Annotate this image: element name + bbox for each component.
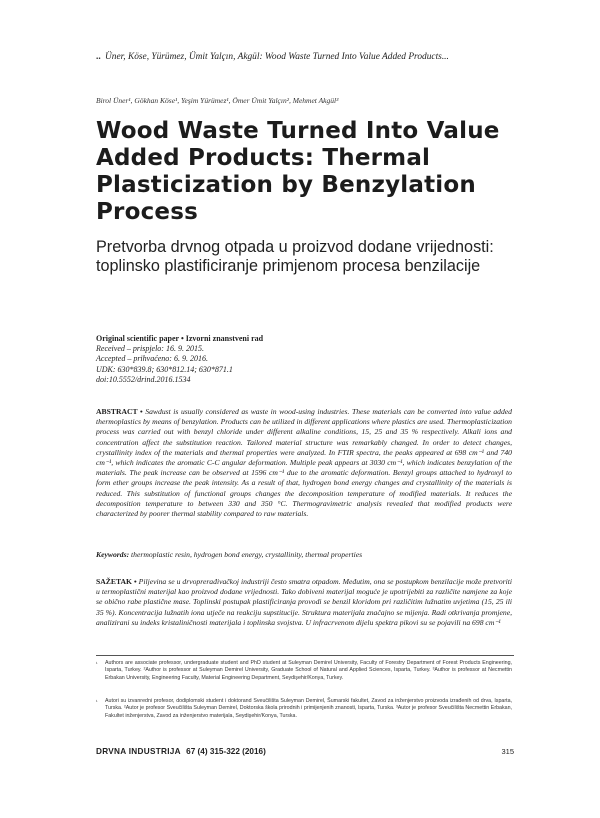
keywords-text: thermoplastic resin, hydrogen bond energy, crystallinity, thermal properties	[131, 550, 363, 559]
udk-code: UDK: 630*839.8; 630*812.14; 630*871.1	[96, 364, 233, 374]
journal-issue: 67 (4) 315-322 (2016)	[186, 747, 266, 756]
running-head-dots: ..	[96, 52, 101, 62]
footnote-english	[96, 660, 512, 682]
received-date: Received – prispjelo: 16. 9. 2015.	[96, 344, 204, 354]
running-head	[96, 52, 536, 62]
abstract	[96, 407, 512, 519]
abstract-label: ABSTRACT •	[96, 407, 143, 416]
article-metadata	[96, 334, 516, 385]
paper-type: Original scientific paper • Izvorni znanstveni rad	[96, 334, 264, 343]
accepted-date: Accepted – prihvaćeno: 6. 9. 2016.	[96, 354, 208, 364]
page-footer	[96, 747, 514, 756]
journal-name: DRVNA INDUSTRIJA	[96, 747, 181, 756]
abstract-text: Sawdust is usually considered as waste in wood-using industries. These materials can be converted into value added thermoplastics by means of benzylation. Products can be utilized in different applications where plastics are used. Thermoplasticization process was carried out with benzyl chloride under different alkaline conditions, 15, 25 and 35 % respectively. Alkali ions and concentration affect the substitution reaction. Tailored material structure was remarkably changed. In order to detect changes, crystallinity index of the materials and thermal properties were analyzed. In FTIR spectra, the peaks appeared at 698 cm⁻¹ and 740 cm⁻¹, which indicates the aromatic C-C angular deformation. Multiple peak appears at 3030 cm⁻¹, which indicates benzylation of the materials. The peak increase can be observed at 1596 cm⁻¹ due to the aromatic deformation. Benzyl groups attached to hydroxyl to form ether groups increase the peak intensity. As a result of that, hydrogen bond energy changes and crystallinity of the materials is reduced. This substitution of functional groups changes the decomposition temperature of modified materials. It reduces the decomposition temperature to between 330 and 350 °C. Thermogravimetric analysis revealed that modified products were characterized by poorer thermal stability compared to raw materials.	[96, 407, 512, 519]
footnote-mark: ¹	[96, 661, 98, 666]
running-head-text: Üner, Köse, Yürümez, Ümit Yalçın, Akgül: Wood Waste Turned Into Value Added Products...	[105, 52, 449, 62]
sazetak	[96, 577, 512, 628]
keywords-label: Keywords:	[96, 550, 130, 559]
footnote-text: Autori su izvanredni profesor, dodiplomski student i doktorand Sveučilišta Suleyman Demirel, Šumarski fakultet, Zavod za inženjerstvo proizvoda izrađenih od drva, Isparta, Turska. ²Autor je profesor Sveučilišta Suleyman Demirel, Doktorska škola prirodnih i primijenjenih znanosti, Isparta, Turska. ³Autor je profesor Sveučilišta Necmettin Erbakan, Fakultet inženjerstva, Zavod za inženjerstvo materijala, Seydişehir/Konya, Turska.	[105, 698, 512, 719]
article-title-croatian: Pretvorba drvnog otpada u proizvod dodane vrijednosti: toplinsko plastificiranje primjenom procesa benzilacije	[96, 238, 494, 275]
footnote-croatian	[96, 698, 512, 720]
footnote-text: Authors are associate professor, undergraduate student and PhD student at Suleyman Demirel University, Faculty of Forestry Department of Forest Products Engineering, Isparta, Turkey. ²Author is professor at Suleyman Demirel University, Graduate School of Natural and Applied Sciences, Isparta, Turkey. ³Author is professor at Necmettin Erbakan University, Engineering Faculty, Material Engineering Department, Seydişehir/Konya, Turkey.	[105, 660, 512, 681]
sazetak-label: SAŽETAK •	[96, 577, 137, 586]
doi: doi:10.5552/drind.2016.1534	[96, 374, 191, 384]
author-list: Birol Üner¹, Gökhan Köse¹, Yeşim Yürümez¹, Ömer Ümit Yalçın², Mehmet Akgül³	[96, 96, 339, 105]
article-title-english: Wood Waste Turned Into Value Added Products: Thermal Plasticization by Benzylation Process	[96, 118, 500, 225]
keywords	[96, 550, 512, 560]
footnote-mark: ¹	[96, 699, 98, 704]
page-number: 315	[501, 747, 514, 756]
footnote-divider	[96, 655, 514, 656]
sazetak-text: Piljevina se u drvoprerađivačkoj industriji često smatra otpadom. Međutim, ona se postupkom benzilacije može pretvoriti u termoplastični materijal kao proizvod dodane vrijednosti. Tako dobiveni materijal moguće je upotrijebiti za različite namjene za koje se obično rabe plastične mase. Toplinski postupak plastificiranja provodi se benzil kloridom pri različitim lužnatim uvjetima (15, 25 ili 35 %). Koncentracija lužnatih iona utječe na reakciju supstitucije. Struktura materijala značajno se mijenja. Radi otkrivanja promjene, analizirani su indeks kristaliničnosti materijala i toplinska svojstva. U infracrvenom dijelu spektra pikovi su se pojavili na 698 cm⁻¹	[96, 577, 513, 627]
